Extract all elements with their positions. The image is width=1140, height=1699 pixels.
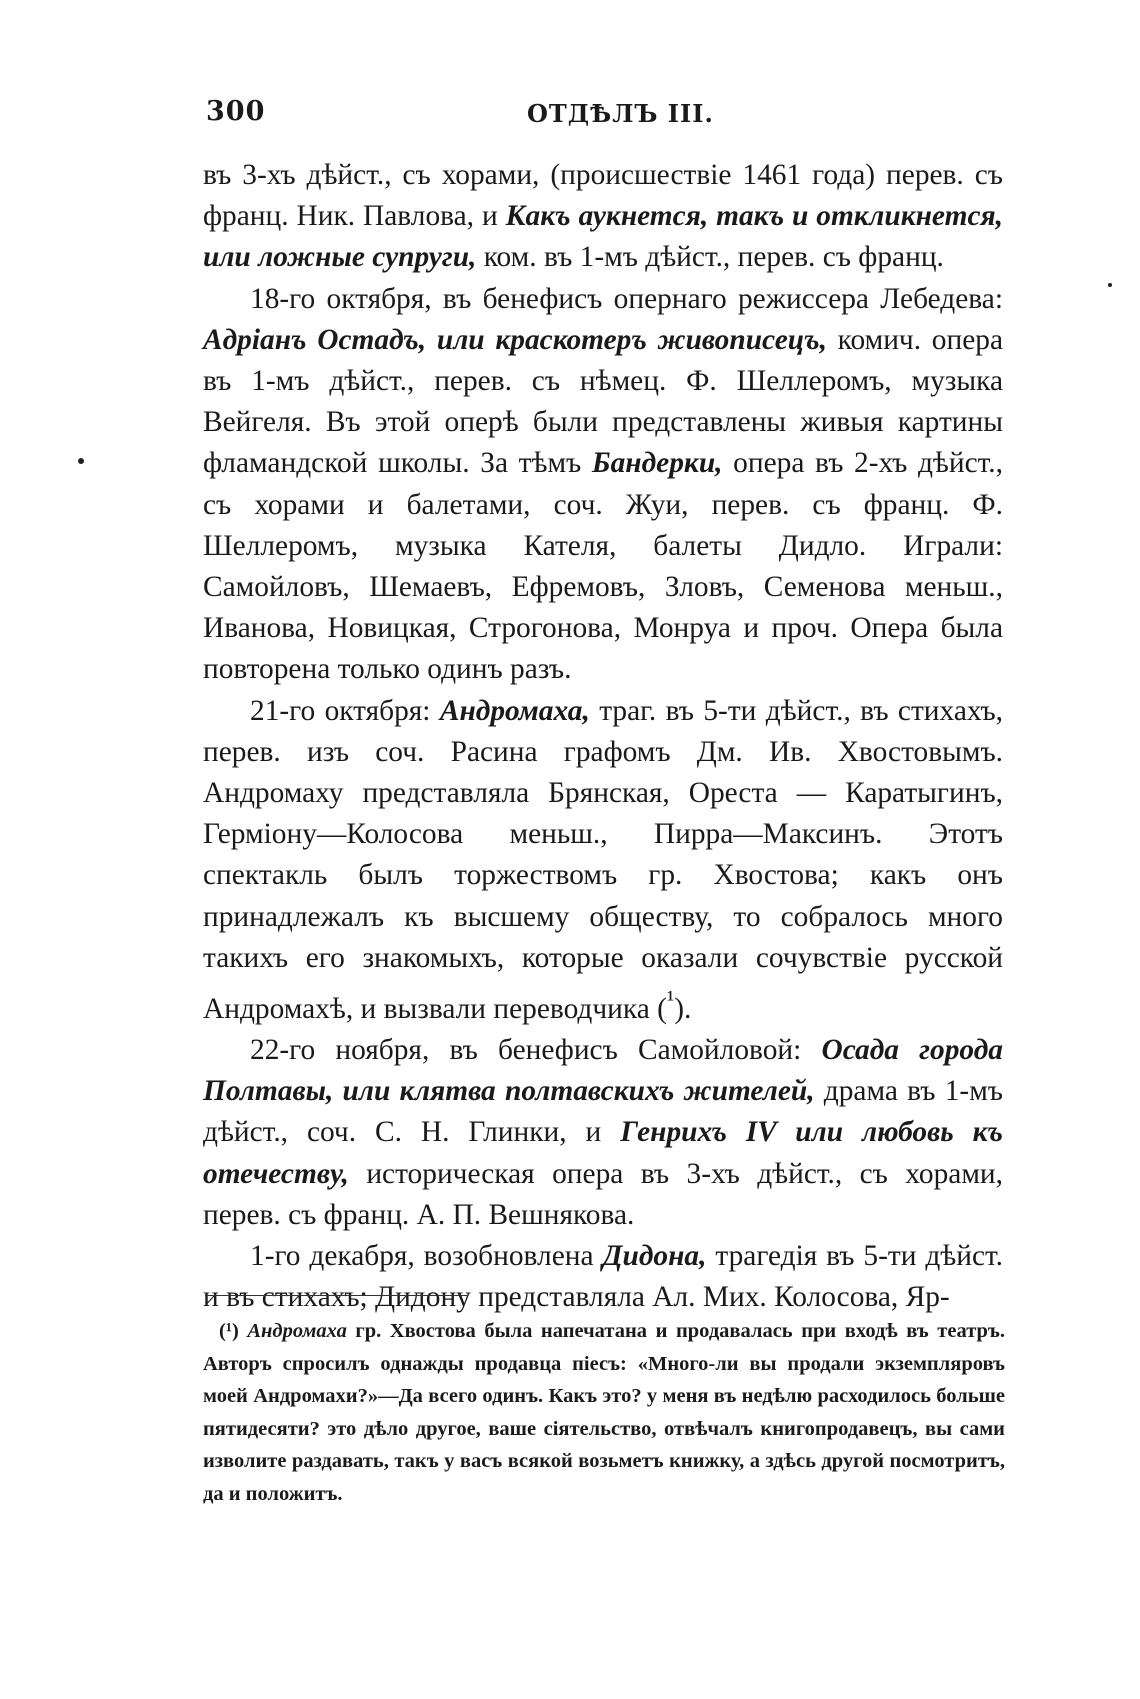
text-run: ). — [674, 992, 692, 1025]
italic-title: Адріанъ Остадъ, или краскотеръ живописецъ, — [203, 323, 827, 356]
text-run: историческая опера въ 3-хъ дѣйст., съ хорами, перев. съ франц. А. П. Вешнякова. — [203, 1157, 1003, 1231]
text-run: драма въ 1-мъ дѣйст., соч. С. Н. Глинки, и — [203, 1075, 1003, 1149]
footnote — [203, 1315, 1005, 1511]
paragraph — [203, 279, 1003, 691]
italic-title: Бандерки, — [591, 447, 723, 480]
text-run: трагедія въ 5-ти дѣйст. и въ стихахъ; Дидону представляла Ал. Мих. Колосова, Яр- — [203, 1240, 1003, 1314]
text-run: опера въ 2-хъ дѣйст., съ хорами и балетами, соч. Жуи, перев. съ франц. Ф. Шеллеромъ, музыка Кателя, балеты Дидло. Играли: Самойловъ, Шемаевъ, Ефремовъ, Зловъ, Семенова меньш., Иванова, Новицкая, Строгонова, Монруа и проч. Опера была повторена только одинъ разъ. — [203, 447, 1003, 686]
paragraph — [203, 1030, 1003, 1236]
text-run: 1-го декабря, возобновлена — [250, 1240, 603, 1273]
page-number: 300 — [206, 96, 266, 127]
italic-title: Какъ аукнется, такъ и откликнется, или ложные супруги, — [203, 200, 1003, 274]
text-run: ком. въ 1-мъ дѣйст., перев. съ франц. — [476, 241, 944, 274]
footnote-ref: ¹ — [666, 986, 675, 1014]
italic-title: Андромаха — [247, 1320, 347, 1342]
text-run: комич. опера въ 1-мъ дѣйст., перев. съ нѣмец. Ф. Шеллеромъ, музыка Вейгеля. Въ этой оперѣ были представлены живыя картины фламандской школы. За тѣмъ — [203, 323, 1003, 480]
scan-speck — [1108, 283, 1112, 287]
paragraph — [203, 691, 1003, 1030]
footnote-rule — [205, 1295, 467, 1296]
running-head: ОТДѢЛЪ III. — [527, 99, 714, 128]
body-text — [203, 155, 1003, 1318]
scan-speck — [78, 458, 84, 464]
italic-title: Дидона, — [602, 1240, 707, 1273]
text-run: 18-го октября, въ бенефисъ опернаго режиссера Лебедева: — [250, 282, 1003, 315]
text-run: 21-го октября: — [250, 694, 440, 727]
italic-title: Осада города Полтавы, или клятва полтавскихъ жителей, — [203, 1034, 1004, 1108]
paragraph — [203, 155, 1003, 279]
italic-title: Генрихъ IV или любовь къ отечеству, — [203, 1116, 1003, 1190]
paragraph — [203, 1236, 1003, 1318]
text-run: 22-го ноября, въ бенефисъ Самойловой: — [250, 1034, 822, 1067]
footnote-text — [203, 1315, 1005, 1511]
italic-title: Андромаха, — [439, 694, 590, 727]
text-run: въ 3-хъ дѣйст., съ хорами, (происшествіе 1461 года) перев. съ франц. Ник. Павлова, и — [203, 159, 1003, 233]
text-run: (¹) — [219, 1320, 248, 1342]
text-run: траг. въ 5-ти дѣйст., въ стихахъ, перев. изъ соч. Расина графомъ Дм. Ив. Хвостовымъ. Андромаху представляла Брянская, Ореста — Каратыгинъ, Герміону—Колосова меньш., Пирра—Максинъ. Этотъ спектакль былъ торжествомъ гр. Хвостова; какъ онъ принадлежалъ къ высшему обществу, то собралось много такихъ его знакомыхъ, которые оказали сочувствіе русской Андромахѣ, и вызвали переводчика ( — [203, 694, 1003, 1025]
text-run: гр. Хвостова была напечатана и продавалась при входѣ въ театръ. Авторъ спросилъ однажды продавца піесъ: «Много-ли вы продали экземпляровъ моей Андромахи?»—Да всего одинъ. Какъ это? у меня въ недѣлю расходилось больше пятидесяти? это дѣло другое, ваше сіятельство, отвѣчалъ книгопродавецъ, вы сами изволите раздавать, такъ у васъ всякой возьметъ книжку, а здѣсь другой посмотритъ, да и положитъ. — [203, 1320, 1005, 1505]
